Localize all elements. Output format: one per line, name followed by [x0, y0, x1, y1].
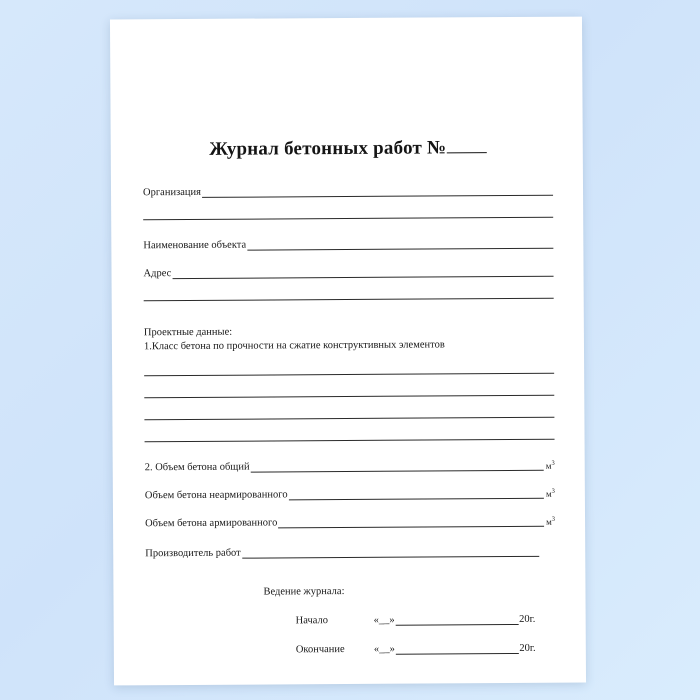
field-works-producer-label: Производитель работ [145, 547, 241, 560]
field-organization [143, 185, 553, 199]
field-unreinforced-volume-rule[interactable] [289, 488, 544, 501]
document-content [142, 17, 556, 685]
project-data-rule-1[interactable] [144, 363, 554, 377]
field-organization-label: Организация [142, 186, 201, 199]
journal-end-rule[interactable] [396, 643, 519, 655]
page-title-text: Журнал бетонных работ № [209, 137, 447, 160]
project-data-rule-3[interactable] [144, 407, 554, 421]
page-title [143, 137, 553, 162]
journal-end-year[interactable]: 20 [519, 643, 530, 655]
field-unreinforced-volume [145, 488, 555, 502]
field-address [143, 266, 553, 280]
field-object-name [143, 238, 553, 252]
field-organization-rule[interactable] [202, 185, 553, 198]
organization-block [143, 185, 553, 221]
journal-start-rule[interactable] [396, 614, 519, 626]
field-reinforced-volume [145, 516, 555, 530]
field-total-volume-rule[interactable] [251, 460, 544, 473]
field-total-volume [145, 460, 555, 474]
field-organization-rule-2[interactable] [143, 207, 553, 221]
field-unreinforced-volume-label: Объем бетона неармированного [144, 489, 288, 502]
field-total-volume-unit: $м^3$ [545, 459, 555, 471]
field-reinforced-volume-unit: $м^3$ [546, 515, 556, 527]
field-reinforced-volume-rule[interactable] [278, 516, 544, 529]
title-blank-rule [446, 138, 486, 153]
field-address-label: Адрес [143, 268, 172, 280]
field-total-volume-label: 2. Объем бетона общий [144, 461, 250, 474]
project-data-heading: Проектные данные: [143, 326, 233, 339]
journal-start-row [146, 614, 556, 628]
journal-end-tail: г. [529, 643, 536, 655]
project-data-item-1: 1.Класс бетона по прочности на сжатие конструктивных элементов [143, 339, 445, 353]
field-address-rule-2[interactable] [144, 288, 554, 302]
field-object-name-label: Наименование объекта [143, 239, 247, 252]
journal-start-tail: г. [529, 614, 536, 626]
field-works-producer-rule[interactable] [242, 546, 540, 559]
field-works-producer [145, 546, 555, 560]
journal-end-row [146, 643, 556, 657]
journal-start-label: Начало [295, 615, 329, 627]
field-address-rule[interactable] [172, 266, 553, 279]
field-unreinforced-volume-unit: $м^3$ [545, 487, 555, 499]
journal-end-label: Окончание [295, 644, 345, 656]
journal-start-year[interactable]: 20 [519, 614, 530, 626]
journal-section-heading: Ведение журнала: [263, 586, 345, 598]
journal-end-day[interactable]: «__» [373, 643, 395, 656]
field-reinforced-volume-label: Объем бетона армированного [145, 517, 278, 530]
project-data-rule-4[interactable] [144, 429, 554, 443]
field-object-name-rule[interactable] [247, 238, 553, 251]
journal-start-day[interactable]: «__» [373, 614, 395, 627]
project-data-rule-2[interactable] [144, 385, 554, 399]
document-sheet [110, 17, 586, 686]
